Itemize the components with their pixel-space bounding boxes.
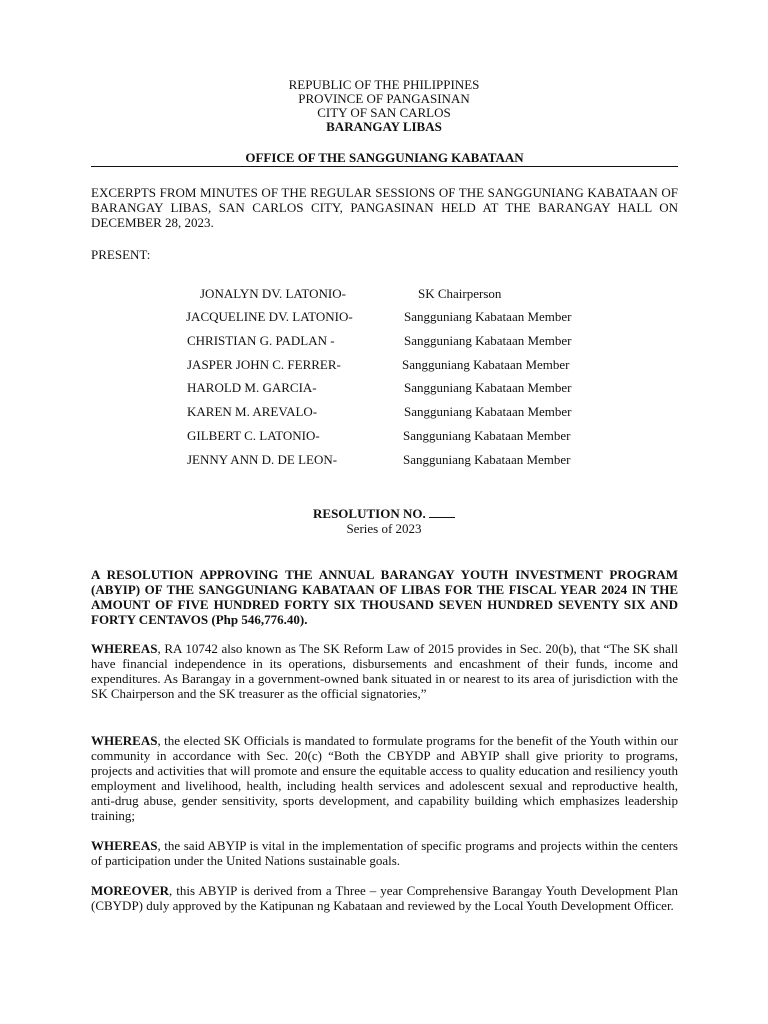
header-province: PROVINCE OF PANGASINAN: [298, 91, 470, 106]
clause-text: , the said ABYIP is vital in the implementation of specific programs and projects within the centers of participation under the United Nations sustainable goals.: [91, 838, 678, 868]
member-position: Sangguniang Kabataan Member: [403, 428, 571, 443]
clause-paragraph: [91, 883, 678, 913]
member-position: SK Chairperson: [418, 286, 502, 301]
excerpt-paragraph: EXCERPTS FROM MINUTES OF THE REGULAR SESSIONS OF THE SANGGUNIANG KABATAAN OF BARANGAY LIBAS, SAN CARLOS CITY, PANGASINAN HELD AT THE BARANGAY HALL ON DECEMBER 28, 2023.: [91, 185, 678, 230]
clause-lead: WHEREAS: [91, 733, 158, 748]
member-name: JONALYN DV. LATONIO-: [200, 286, 346, 301]
present-row: [0, 404, 768, 420]
header-divider: [91, 166, 678, 167]
member-name: JASPER JOHN C. FERRER-: [187, 357, 341, 372]
clause-lead: MOREOVER: [91, 883, 169, 898]
clause-lead: WHEREAS: [91, 838, 158, 853]
present-row: [0, 357, 768, 373]
resolution-series: Series of 2023: [346, 521, 422, 536]
clause-text: , the elected SK Officials is mandated to formulate programs for the benefit of the Youth within our community in accordance with Sec. 20(c) “Both the CBYDP and ABYIP shall give priority to programs, projects and activities that will promote and ensure the equitable access to quality education and resiliency youth employment and livelihood, health, including health services and adolescent sexual and reproductive health, anti-drug abuse, gender sensitivity, sports development, and capability building which emphasizes leadership training;: [91, 733, 678, 823]
member-position: Sangguniang Kabataan Member: [404, 380, 572, 395]
member-position: Sangguniang Kabataan Member: [404, 333, 572, 348]
present-label: PRESENT:: [91, 247, 151, 262]
clause-paragraph: [91, 838, 678, 868]
member-position: Sangguniang Kabataan Member: [403, 452, 571, 467]
clause-paragraph: [91, 641, 678, 701]
member-position: Sangguniang Kabataan Member: [404, 309, 572, 324]
member-name: JENNY ANN D. DE LEON-: [187, 452, 338, 467]
resolution-heading: [0, 505, 768, 536]
member-name: CHRISTIAN G. PADLAN -: [187, 333, 335, 348]
office-title: OFFICE OF THE SANGGUNIANG KABATAAN: [245, 150, 524, 165]
resolution-title: A RESOLUTION APPROVING THE ANNUAL BARANGAY YOUTH INVESTMENT PROGRAM (ABYIP) OF THE SANGGUNIANG KABATAAN OF LIBAS FOR THE FISCAL YEAR 2024 IN THE AMOUNT OF FIVE HUNDRED FORTY SIX THOUSAND SEVEN HUNDRED SEVENTY SIX AND FORTY CENTAVOS (Php 546,776.40).: [91, 567, 678, 627]
present-row: [0, 380, 768, 396]
member-name: HAROLD M. GARCIA-: [187, 380, 317, 395]
present-row: [0, 452, 768, 468]
member-position: Sangguniang Kabataan Member: [404, 404, 572, 419]
member-position: Sangguniang Kabataan Member: [402, 357, 570, 372]
member-name: KAREN M. AREVALO-: [187, 404, 318, 419]
present-row: [0, 333, 768, 349]
clause-text: , RA 10742 also known as The SK Reform Law of 2015 provides in Sec. 20(b), that “The SK shall have financial independence in its operations, disbursements and encashment of their funds, income and expenditures. As Barangay in a government-owned bank situated in or nearest to its area of jurisdiction with the SK Chairperson and the SK treasurer as the official signatories,”: [91, 641, 678, 701]
resolution-number-blank: [429, 505, 455, 518]
header-city: CITY OF SAN CARLOS: [317, 105, 451, 120]
clause-lead: WHEREAS: [91, 641, 158, 656]
present-row: [0, 428, 768, 444]
header-barangay: BARANGAY LIBAS: [326, 119, 442, 134]
resolution-number-label: RESOLUTION NO.: [313, 506, 426, 521]
present-row: [0, 286, 768, 302]
document-header: [0, 78, 768, 134]
clause-text: , this ABYIP is derived from a Three – year Comprehensive Barangay Youth Development Plan (CBYDP) duly approved by the Katipunan ng Kabataan and reviewed by the Local Youth Development Officer.: [91, 883, 678, 913]
header-republic: REPUBLIC OF THE PHILIPPINES: [288, 77, 480, 92]
present-row: [0, 309, 768, 325]
member-name: GILBERT C. LATONIO-: [187, 428, 320, 443]
clause-paragraph: [91, 733, 678, 823]
member-name: JACQUELINE DV. LATONIO-: [186, 309, 353, 324]
